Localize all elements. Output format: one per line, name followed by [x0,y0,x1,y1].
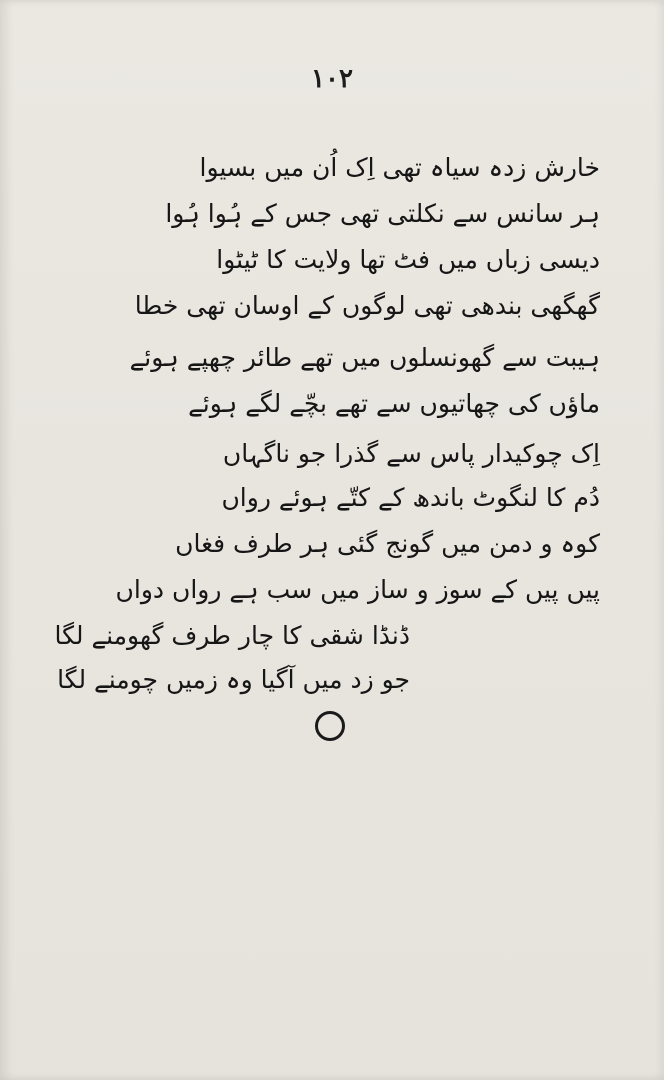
verse-line: ماؤں کی چھاتیوں سے تھے بچّے لگے ہوئے [188,389,600,418]
verse-line: گھگھی بندھی تھی لوگوں کے اوسان تھی خطا [134,291,600,320]
verse-line: پیں پیں کے سوز و ساز میں سب ہے رواں دواں [115,575,600,604]
verse-line: ہیبت سے گھونسلوں میں تھے طائر چھپے ہوئے [129,343,600,372]
end-of-poem-circle [315,711,345,741]
verse-line: دیسی زباں میں فٹ تھا ولایت کا ٹیٹوا [216,245,600,274]
verse-line: ڈنڈا شقی کا چار طرف گھومنے لگا [54,621,410,650]
verse-line: اِک چوکیدار پاس سے گذرا جو ناگہاں [222,439,600,468]
verse-line: خارش زدہ سیاہ تھی اِک اُن میں بسیوا [199,153,600,182]
verse-line: جو زد میں آگیا وہ زمیں چومنے لگا [57,665,410,694]
verse-line: کوہ و دمن میں گونج گئی ہر طرف فغاں [175,529,600,558]
verse-line: دُم کا لنگوٹ باندھ کے کتّے ہوئے رواں [221,483,600,512]
verse-line: ہر سانس سے نکلتی تھی جس کے ہُوا ہُوا [165,199,600,228]
page-number: ۱۰۲ [311,64,353,94]
